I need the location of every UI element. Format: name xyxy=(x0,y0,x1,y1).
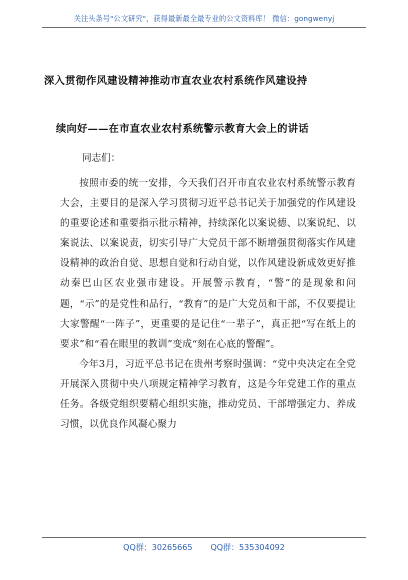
body-paragraph-2: 今年3月，习近平总书记在贵州考察时强调：“党中央决定在全党开展深入贯彻中央八项规定精神学习教育，这是今年党建工作的重点任务。各级党组织要精心组织实施，推动党员、干部增强定力、养成习惯，以优良作风凝心聚力 xyxy=(60,358,356,431)
footer-qq-group-2: QQ群：535304092 xyxy=(210,543,285,552)
header-divider xyxy=(42,27,366,28)
footer-banner xyxy=(0,542,408,553)
header-banner: 关注头条号"公文研究"，获得最新最全最专业的公文资料库！ 微信：gongwenyj xyxy=(73,14,335,23)
body-paragraph-1: 按照市委的统一安排，今天我们召开市直农业农村系统警示教育大会，主要目的是深入学习贯彻习近平总书记关于加强党的作风建设的重要论述和重要指示批示精神，持续深化以案说德、以案说纪、以案说法、以案说责，切实引导广大党员干部不断增强贯彻落实作风建设精神的政治自觉、思想自觉和行动自觉，以作风建设新成效更好推动秦巴山区农业强市建设。开展警示教育，“警”的是现象和问题，“示”的是党性和品行，“教育”的是广大党员和干部，不仅要提让大家警醒“一阵子”，更重要的是记住“一辈子”，真正把“写在纸上的要求”和“看在眼里的教训”变成“刻在心底的警醒”。 xyxy=(60,178,356,350)
footer-divider xyxy=(42,537,366,538)
salutation: 同志们： xyxy=(82,153,121,164)
footer-qq-group-1: QQ群：30265665 xyxy=(123,543,193,552)
document-title-line-2: 续向好——在市直农业农村系统警示教育大会上的讲话 xyxy=(56,123,309,135)
document-body xyxy=(60,174,356,435)
document-title-line-1: 深入贯彻作风建设精神推动市直农业农村系统作风建设持 xyxy=(44,75,308,87)
